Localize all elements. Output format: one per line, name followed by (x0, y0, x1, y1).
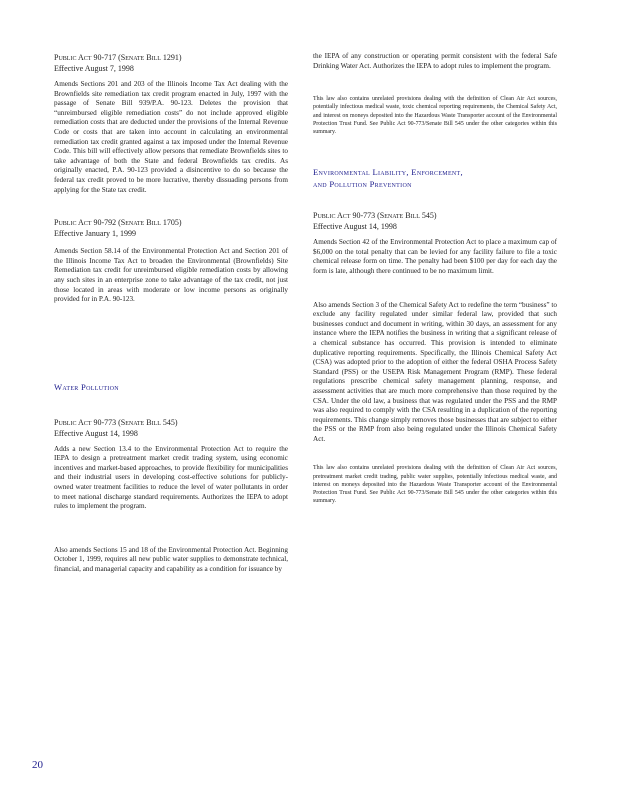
entry-effective-date: Effective January 1, 1999 (54, 229, 137, 239)
section-heading-liability (313, 166, 557, 190)
right-column (313, 52, 557, 506)
entry-body: Amends Section 58.14 of the Environmental Protection Act and Section 201 of the Illinois Income Tax Act to broaden the Environmental (Brownfields) Site Remediation tax credit for unreimbursed eligible remediation costs by allowing any such sites in an enterprise zone to take advantage of the tax credit, not just those located in areas with moderate or low income persons as originally provided for in P.A. 90-123. (54, 247, 288, 304)
entry-effective-date: Effective August 14, 1998 (54, 428, 138, 438)
continuation-text: the IEPA of any construction or operating permit consistent with the federal Safe Drinking Water Act. Authorizes the IEPA to adopt rules to implement the program. (313, 52, 557, 70)
entry-body: Adds a new Section 13.4 to the Environmental Protection Act to require the IEPA to design a pretreatment market credit trading system, using economic incentives and market-based approaches, to provide flexibility for municipalities and their industrial users in developing cost-effective solutions for publicly-owned water treatment facilities to reduce the level of water pollutants in order to meet national discharge standard requirements. Authorizes the IEPA to adopt rules to implement the program. (54, 444, 288, 511)
entry-title: Public Act 90-773 (Senate Bill 545) (313, 211, 437, 221)
entry-title: Public Act 90-717 (Senate Bill 1291) (54, 53, 182, 62)
section-heading-line: Environmental Liability, Enforcement, (313, 167, 463, 178)
left-column (54, 52, 288, 575)
entry-pa-90-773-water (54, 417, 288, 575)
entry-title: Public Act 90-792 (Senate Bill 1705) (54, 218, 182, 228)
entry-body-continued: Also amends Sections 15 and 18 of the Environmental Protection Act. Beginning October 1, 1999, requires all new public water supplies to demonstrate technical, financial, and managerial capacity and capability as a condition for issuance by (54, 545, 288, 574)
entry-pa-90-773-liability (313, 210, 557, 444)
section-heading-line: and Pollution Prevention (313, 179, 412, 190)
section-heading-water-pollution: Water Pollution (54, 381, 119, 392)
entry-title: Public Act 90-773 (Senate Bill 545) (54, 417, 178, 427)
page-number: 20 (32, 759, 43, 771)
entry-pa-90-717 (54, 52, 288, 195)
entry-body: Amends Section 42 of the Environmental Protection Act to place a maximum cap of $6,000 on the total penalty that can be levied for any facility failure to file a toxic chemical release form on time. The penalty had been $100 per day for each day the form is late, although there continued to be no maximum limit. (313, 238, 557, 275)
unrelated-provisions-note: This law also contains unrelated provisions dealing with the definition of Clean Air Act sources, pretreatment market credit trading, public water supplies, potentially infectious medical waste, and interest on moneys deposited into the Hazardous Waste Transporter account of the Environmental Protection Trust Fund. See Public Act 90-773/Senate Bill 545 under the other categories within this summary. (313, 465, 557, 505)
unrelated-provisions-note: This law also contains unrelated provisions dealing with the definition of Clean Air Act sources, potentially infectious medical waste, toxic chemical reporting requirements, the Chemical Safety Act, and interest on moneys deposited into the Hazardous Waste Transporter account of the Environmental Protection Trust Fund. See Public Act 90-773/Senate Bill 545 under the other categories within this summary. (313, 96, 557, 135)
entry-body: Amends Sections 201 and 203 of the Illinois Income Tax Act dealing with the Brownfields site remediation tax credit program enacted in July, 1997 with the passage of Senate Bill 939/P.A. 90-123. Deletes the provision that “unreimbursed eligible remediation costs” do not include approved eligible remediation costs that are deducted under the provisions of the Internal Revenue Code or costs that are taken into account in calculating an environmental remediation tax credit granted against a tax imposed under the Internal Revenue Code. This bill will effectively allow persons that remediate Brownfields sites to take advantage of both the State and federal Brownfields tax credits. As originally enacted, P.A. 90-123 provided a disincentive to do so because the federal tax credit proved to be more lucrative, thereby dissuading persons from applying for the State tax credit. (54, 80, 288, 194)
entry-body-continued: Also amends Section 3 of the Chemical Safety Act to redefine the term “business” to exclude any facility regulated under similar federal law, provided that such businesses conduct and document in writing, within 30 days, an assessment for any instance where the IEPA notifies the business in writing that a significant release of a chemical substance has occurred. This provision is intended to eliminate duplicative reporting requirements. Specifically, the Illinois Chemical Safety Act (CSA) was adopted prior to the adoption of either the federal OSHA Process Safety Standard (PSS) or the USEPA Risk Management Program (RMP). These federal regulations prescribe chemical safety management planning, response, and assessment activities that are much more comprehensive than those required by the CSA. Under the old law, a business that was regulated under the PSS and the RMP was also required to comply with the CSA resulting in a duplication of the reporting requirements. This change simply removes those businesses that are subject to either the PSS or the RMP from also being regulated under the Illinois Chemical Safety Act. (313, 300, 557, 443)
entry-effective-date: Effective August 14, 1998 (313, 222, 397, 232)
entry-pa-90-792 (54, 217, 288, 305)
entry-effective-date: Effective August 7, 1998 (54, 64, 134, 73)
